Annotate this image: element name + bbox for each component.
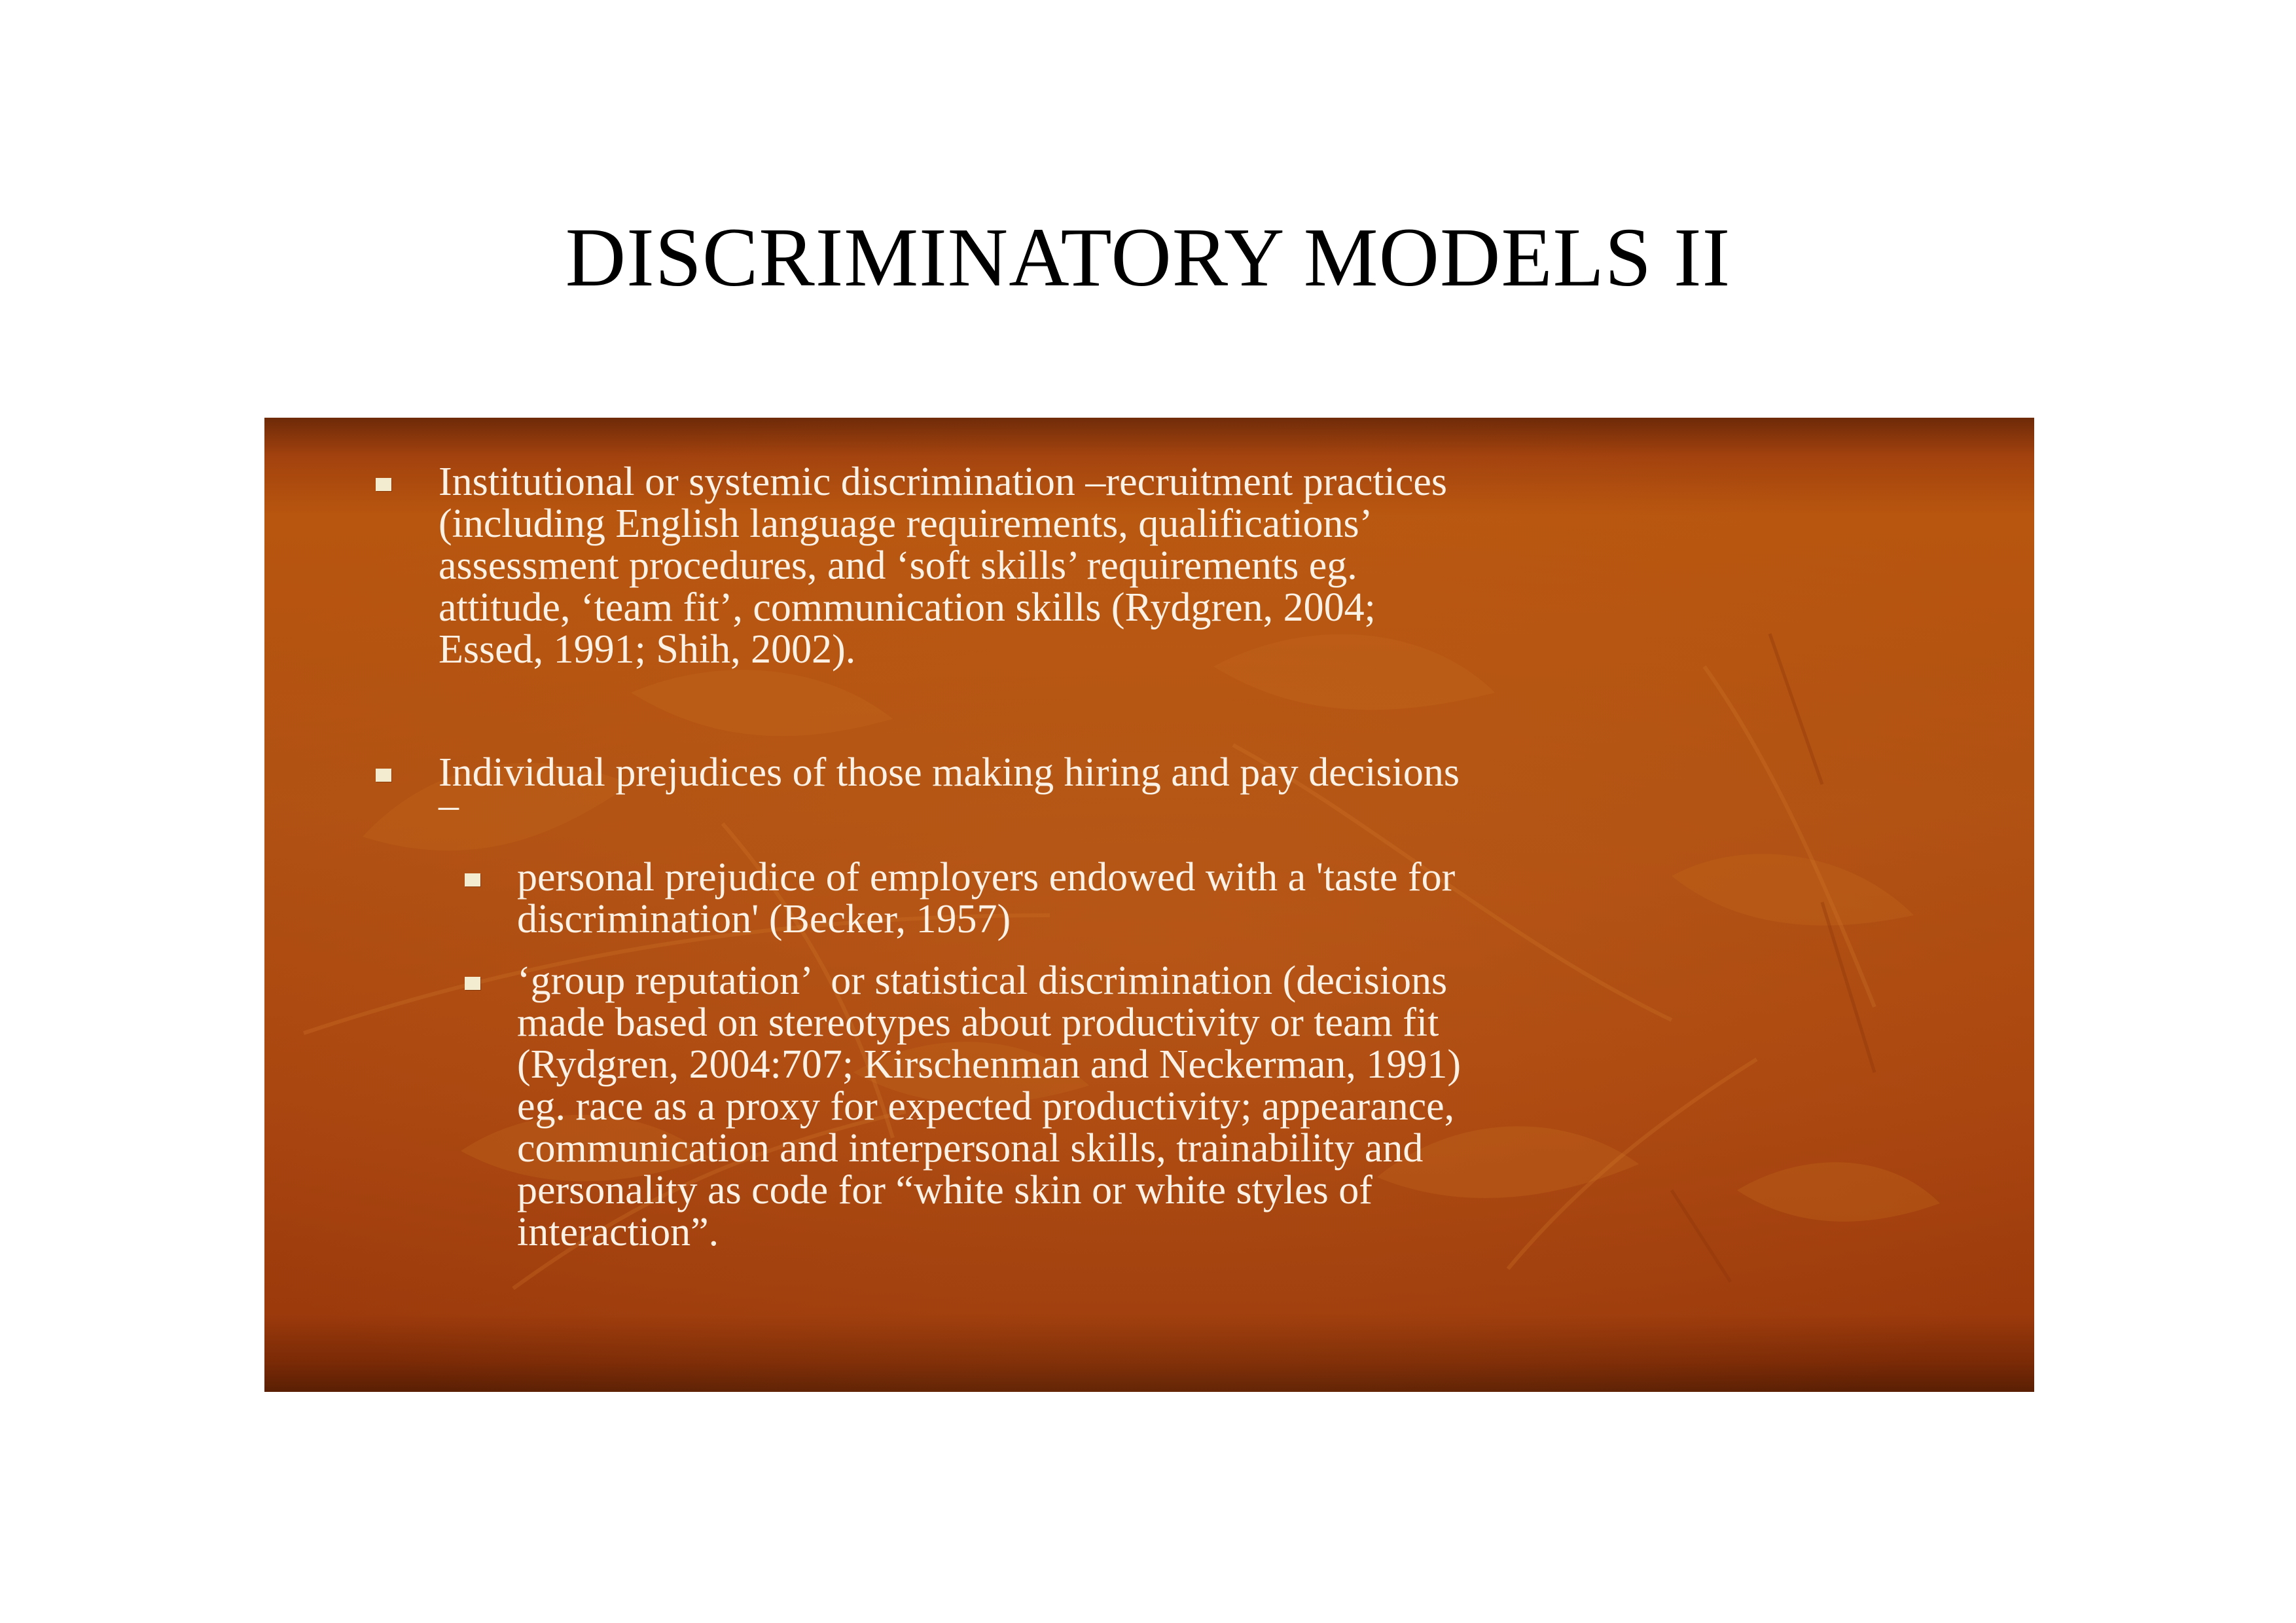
square-bullet-icon bbox=[465, 873, 480, 886]
square-bullet-icon bbox=[465, 977, 480, 990]
bullet-line: attitude, ‘team fit’, communication skills (Rydgren, 2004; bbox=[439, 585, 1376, 630]
bullet-line: (Rydgren, 2004:707; Kirschenman and Neckerman, 1991) bbox=[517, 1042, 1462, 1087]
bullet-line: Essed, 1991; Shih, 2002). bbox=[439, 627, 856, 672]
bullet-line: discrimination' (Becker, 1957) bbox=[517, 897, 1011, 941]
bullet-line: personality as code for “white skin or white styles of bbox=[517, 1168, 1372, 1213]
bullet-line: assessment procedures, and ‘soft skills’ requirements eg. bbox=[439, 543, 1357, 588]
square-bullet-icon bbox=[376, 478, 391, 491]
square-bullet-icon bbox=[376, 769, 391, 782]
bullet-line: Individual prejudices of those making hiring and pay decisions bbox=[439, 750, 1460, 795]
bullet-line: ‘group reputation’ or statistical discrimination (decisions bbox=[517, 958, 1448, 1003]
bullet-line: eg. race as a proxy for expected productivity; appearance, bbox=[517, 1084, 1455, 1129]
bullet-line: personal prejudice of employers endowed with a 'taste for bbox=[517, 855, 1456, 900]
bullet-line: interaction”. bbox=[517, 1210, 719, 1254]
bullet-list bbox=[264, 418, 2034, 1392]
slide-panel bbox=[264, 418, 2034, 1392]
bullet-line: made based on stereotypes about productivity or team fit bbox=[517, 1000, 1439, 1045]
bullet-line: communication and interpersonal skills, trainability and bbox=[517, 1126, 1424, 1171]
page-title: DISCRIMINATORY MODELS II bbox=[565, 211, 1731, 304]
bullet-line: – bbox=[439, 783, 459, 828]
bullet-line: Institutional or systemic discrimination –recruitment practices bbox=[439, 460, 1447, 504]
bullet-line: (including English language requirements, qualifications’ bbox=[439, 501, 1373, 546]
